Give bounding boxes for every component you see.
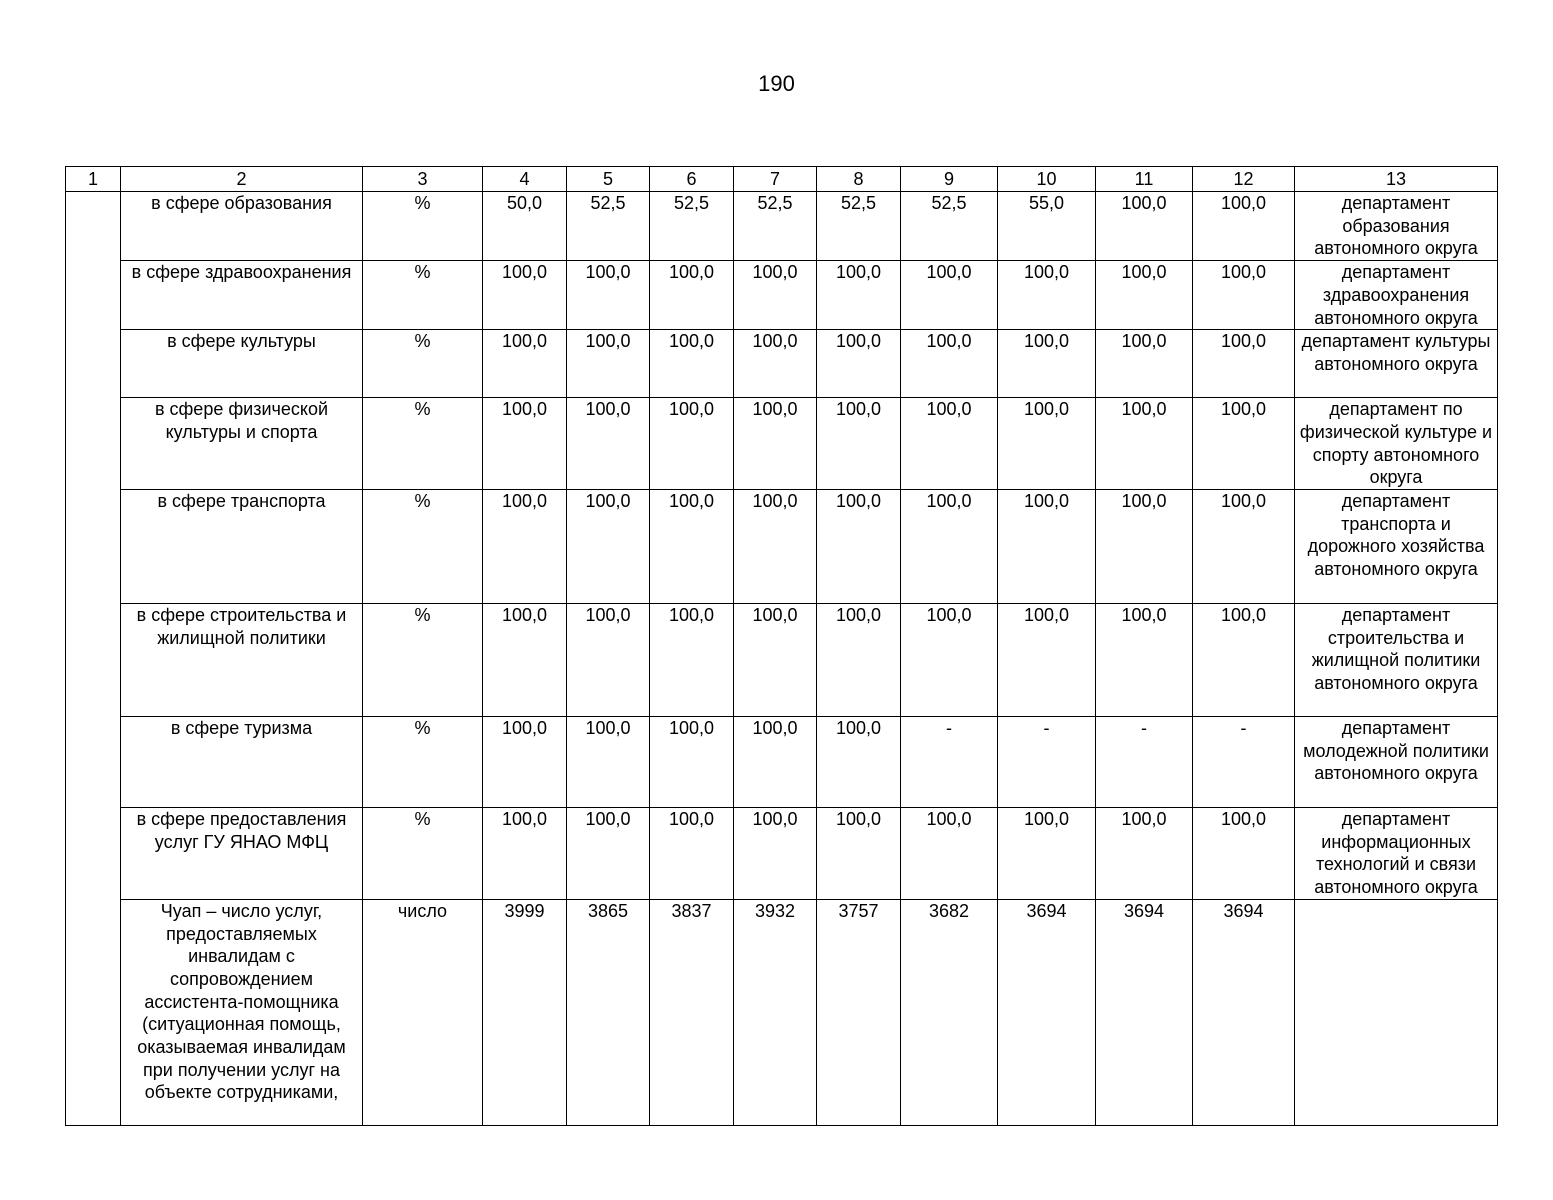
value-cell: 100,0 <box>1096 604 1193 717</box>
value-cell: 100,0 <box>567 490 650 604</box>
value-cell: 100,0 <box>901 261 998 330</box>
value-cell: - <box>1193 717 1295 808</box>
value-cell: 100,0 <box>567 808 650 900</box>
table-row <box>66 490 1498 604</box>
value-cell: 100,0 <box>817 808 901 900</box>
value-cell: 100,0 <box>998 398 1096 490</box>
indicator-name-cell: в сфере туризма <box>121 717 363 808</box>
indicator-name-cell: в сфере строительства и жилищной политики <box>121 604 363 717</box>
value-cell: 100,0 <box>567 261 650 330</box>
value-cell: 100,0 <box>1193 192 1295 261</box>
value-cell: 100,0 <box>901 490 998 604</box>
value-cell: 100,0 <box>817 490 901 604</box>
value-cell: 100,0 <box>998 604 1096 717</box>
value-cell: 100,0 <box>817 717 901 808</box>
unit-cell: % <box>363 808 483 900</box>
table-row <box>66 398 1498 490</box>
value-cell: 3694 <box>998 899 1096 1125</box>
value-cell: 100,0 <box>734 808 817 900</box>
indicator-name-cell: в сфере образования <box>121 192 363 261</box>
value-cell: 50,0 <box>483 192 567 261</box>
value-cell: 100,0 <box>817 330 901 398</box>
value-cell: 100,0 <box>1096 330 1193 398</box>
value-cell: 100,0 <box>650 808 734 900</box>
responsible-cell: департамент молодежной политики автономного округа <box>1295 717 1498 808</box>
header-cell: 10 <box>998 167 1096 192</box>
data-table <box>65 166 1498 1126</box>
responsible-cell: департамент строительства и жилищной политики автономного округа <box>1295 604 1498 717</box>
table-row <box>66 261 1498 330</box>
responsible-cell: департамент культуры автономного округа <box>1295 330 1498 398</box>
value-cell: 100,0 <box>817 398 901 490</box>
value-cell: 3999 <box>483 899 567 1125</box>
value-cell: 100,0 <box>1096 398 1193 490</box>
unit-cell: % <box>363 398 483 490</box>
indicator-name-cell: в сфере предоставления услуг ГУ ЯНАО МФЦ <box>121 808 363 900</box>
value-cell: - <box>901 717 998 808</box>
value-cell: 100,0 <box>650 330 734 398</box>
table-row <box>66 808 1498 900</box>
page-number: 190 <box>758 71 795 96</box>
value-cell: 100,0 <box>1096 261 1193 330</box>
value-cell: 3865 <box>567 899 650 1125</box>
value-cell: 52,5 <box>901 192 998 261</box>
header-cell: 12 <box>1193 167 1295 192</box>
value-cell: 100,0 <box>483 717 567 808</box>
value-cell: 100,0 <box>483 808 567 900</box>
value-cell: 100,0 <box>734 717 817 808</box>
table-row <box>66 717 1498 808</box>
value-cell: 100,0 <box>483 604 567 717</box>
value-cell: 100,0 <box>1193 604 1295 717</box>
value-cell: 100,0 <box>567 398 650 490</box>
value-cell: 52,5 <box>567 192 650 261</box>
value-cell: 100,0 <box>1193 261 1295 330</box>
value-cell: 100,0 <box>734 490 817 604</box>
value-cell: 52,5 <box>734 192 817 261</box>
table-row <box>66 330 1498 398</box>
value-cell: 100,0 <box>650 398 734 490</box>
header-cell: 4 <box>483 167 567 192</box>
unit-cell: % <box>363 192 483 261</box>
value-cell: 3682 <box>901 899 998 1125</box>
unit-cell: % <box>363 717 483 808</box>
value-cell: - <box>1096 717 1193 808</box>
value-cell: 100,0 <box>567 604 650 717</box>
value-cell: 100,0 <box>998 490 1096 604</box>
value-cell: 100,0 <box>901 398 998 490</box>
value-cell: 100,0 <box>901 330 998 398</box>
value-cell: 3694 <box>1193 899 1295 1125</box>
indicator-name-cell: в сфере транспорта <box>121 490 363 604</box>
unit-cell: % <box>363 330 483 398</box>
value-cell: 52,5 <box>817 192 901 261</box>
responsible-cell: департамент образования автономного округа <box>1295 192 1498 261</box>
value-cell: 3932 <box>734 899 817 1125</box>
responsible-cell: департамент информационных технологий и связи автономного округа <box>1295 808 1498 900</box>
value-cell: 100,0 <box>734 398 817 490</box>
table-row <box>66 604 1498 717</box>
indicator-name-cell: в сфере здравоохранения <box>121 261 363 330</box>
unit-cell: % <box>363 604 483 717</box>
value-cell: 100,0 <box>567 717 650 808</box>
value-cell: 100,0 <box>817 261 901 330</box>
header-cell: 9 <box>901 167 998 192</box>
value-cell: 100,0 <box>567 330 650 398</box>
value-cell: 100,0 <box>1096 192 1193 261</box>
header-cell: 5 <box>567 167 650 192</box>
value-cell: 52,5 <box>650 192 734 261</box>
table-row <box>66 192 1498 261</box>
value-cell: 3757 <box>817 899 901 1125</box>
value-cell: 100,0 <box>1193 490 1295 604</box>
header-cell: 1 <box>66 167 121 192</box>
value-cell: 100,0 <box>901 808 998 900</box>
header-cell: 7 <box>734 167 817 192</box>
value-cell: 3837 <box>650 899 734 1125</box>
value-cell: 100,0 <box>734 330 817 398</box>
value-cell: 100,0 <box>483 261 567 330</box>
value-cell: 100,0 <box>901 604 998 717</box>
indicator-name-cell: в сфере физической культуры и спорта <box>121 398 363 490</box>
row-number-cell <box>66 192 121 1126</box>
header-cell: 8 <box>817 167 901 192</box>
header-cell: 2 <box>121 167 363 192</box>
value-cell: 100,0 <box>1193 808 1295 900</box>
value-cell: 100,0 <box>483 490 567 604</box>
value-cell: 100,0 <box>650 261 734 330</box>
value-cell: 100,0 <box>1193 398 1295 490</box>
responsible-cell: департамент здравоохранения автономного округа <box>1295 261 1498 330</box>
unit-cell: % <box>363 490 483 604</box>
header-row <box>66 167 1498 192</box>
value-cell: 100,0 <box>650 490 734 604</box>
value-cell: 100,0 <box>734 261 817 330</box>
indicator-name-cell: в сфере культуры <box>121 330 363 398</box>
value-cell: 100,0 <box>817 604 901 717</box>
responsible-cell: департамент транспорта и дорожного хозяйства автономного округа <box>1295 490 1498 604</box>
unit-cell: число <box>363 899 483 1125</box>
value-cell: 100,0 <box>1193 330 1295 398</box>
value-cell: 100,0 <box>998 808 1096 900</box>
value-cell: 100,0 <box>998 261 1096 330</box>
value-cell: 100,0 <box>650 717 734 808</box>
indicator-name-cell: Чуап – число услуг, предоставляемых инвалидам с сопровождением ассистента-помощника (ситуационная помощь, оказываемая инвалидам при получении услуг на объекте сотрудниками, <box>121 899 363 1125</box>
value-cell: 55,0 <box>998 192 1096 261</box>
value-cell: 100,0 <box>734 604 817 717</box>
header-cell: 11 <box>1096 167 1193 192</box>
value-cell: 100,0 <box>1096 808 1193 900</box>
responsible-cell <box>1295 899 1498 1125</box>
header-cell: 6 <box>650 167 734 192</box>
unit-cell: % <box>363 261 483 330</box>
value-cell: 100,0 <box>483 330 567 398</box>
value-cell: 100,0 <box>650 604 734 717</box>
value-cell: 100,0 <box>1096 490 1193 604</box>
value-cell: 3694 <box>1096 899 1193 1125</box>
responsible-cell: департамент по физической культуре и спорту автономного округа <box>1295 398 1498 490</box>
value-cell: - <box>998 717 1096 808</box>
value-cell: 100,0 <box>483 398 567 490</box>
header-cell: 13 <box>1295 167 1498 192</box>
table-row <box>66 899 1498 1125</box>
value-cell: 100,0 <box>998 330 1096 398</box>
header-cell: 3 <box>363 167 483 192</box>
